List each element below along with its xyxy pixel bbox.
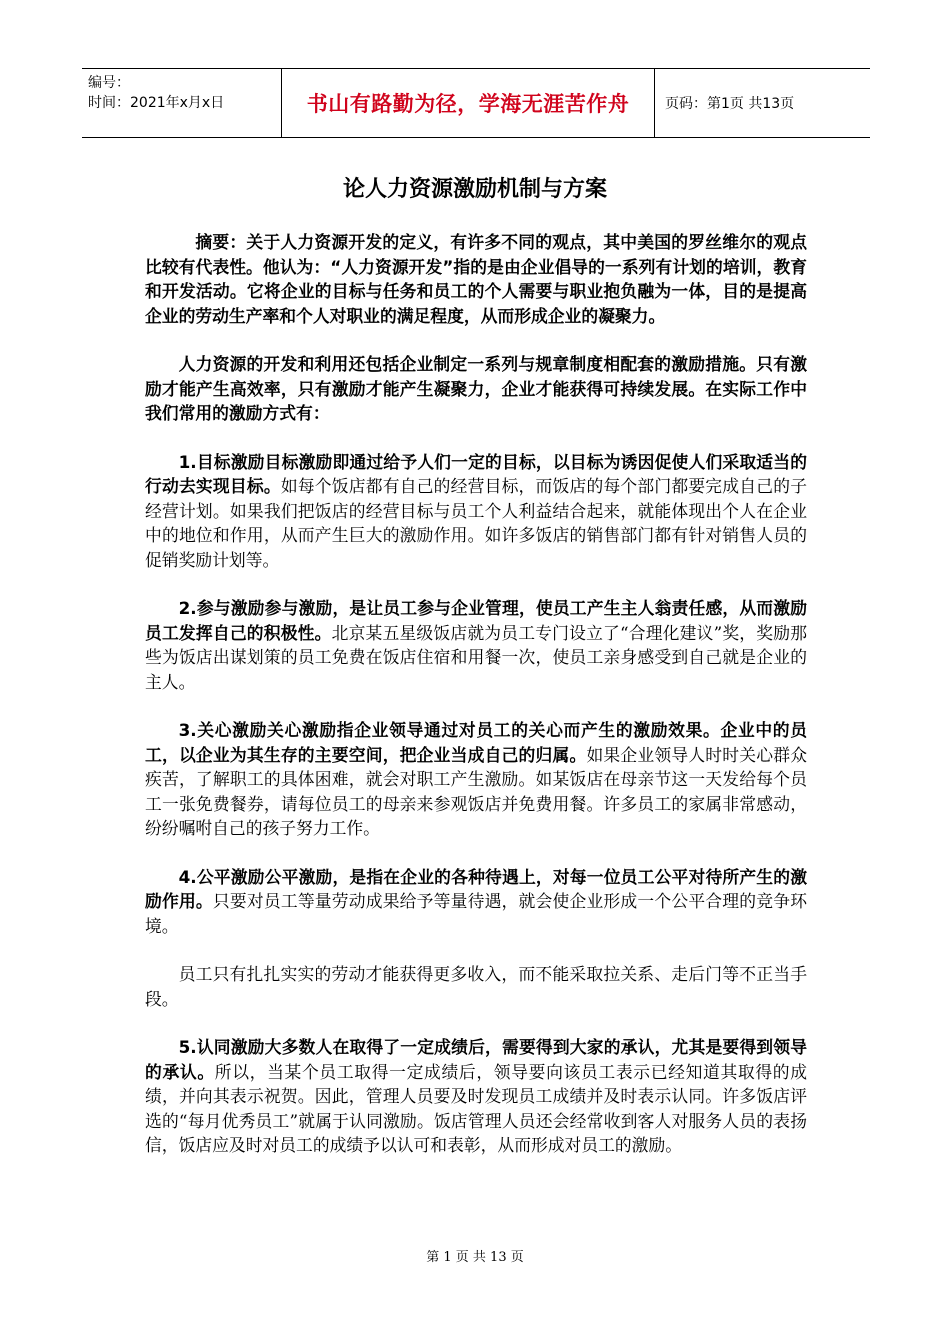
item-text: 北京某五星级饭店就为员工专门设立了“合理化建议”奖，奖励那些为饭店出谋划策的员工免费在饭店住宿和用餐一次，使员工亲身感受到自己就是企业的主人。 — [145, 622, 807, 692]
item-paragraph — [145, 596, 807, 694]
item-paragraph — [145, 718, 807, 841]
number-label: 编号： — [88, 75, 130, 91]
item-heading: 1.目标激励目标激励即通过给予人们一定的目标，以目标为诱因促使人们采取适当的行动去实现目标。 — [145, 451, 807, 496]
header-table — [82, 68, 870, 138]
item-text: 员工只有扎扎实实的劳动才能获得更多收入，而不能采取拉关系、走后门等不正当手段。 — [145, 964, 807, 1009]
item-paragraph — [145, 865, 807, 939]
intro-paragraph: 人力资源的开发和利用还包括企业制定一系列与规章制度相配套的激励措施。只有激励才能产生高效率，只有激励才能产生凝聚力，企业才能获得可持续发展。在实际工作中我们常用的激励方式有： — [145, 354, 807, 423]
header-meta — [82, 69, 282, 137]
item-heading: 3.关心激励关心激励指企业领导通过对员工的关心而产生的激励效果。企业中的员工，以企业为其生存的主要空间，把企业当成自己的归属。 — [145, 720, 807, 765]
item-text: 如果企业领导人时时关心群众疾苦，了解职工的具体困难，就会对职工产生激励。如某饭店在母亲节这一天发给每个员工一张免费餐券，请每位员工的母亲来参观饭店并免费用餐。许多员工的家属非常感动，纷纷嘱咐自己的孩子努力工作。 — [145, 744, 807, 838]
document-title: 论人力资源激励机制与方案 — [342, 177, 607, 202]
abstract-paragraph: 摘要：关于人力资源开发的定义，有许多不同的观点，其中美国的罗丝维尔的观点比较有代表性。他认为：“人力资源开发”指的是由企业倡导的一系列有计划的培训，教育和开发活动。它将企业的目标与任务和员工的个人需要与职业抱负融为一体，目的是提高企业的劳动生产率和个人对职业的满足程度，从而形成企业的凝聚力。 — [145, 232, 807, 326]
item-paragraph — [145, 1035, 807, 1158]
item-paragraph — [145, 450, 807, 573]
item-text: 所以，当某个员工取得一定成绩后，领导要向该员工表示已经知道其取得的成绩，并向其表示祝贺。因此，管理人员要及时发现员工成绩并及时表示认同。许多饭店评选的“每月优秀员工”就属于认同激励。饭店管理人员还会经常收到客人对服务人员的表扬信，饭店应及时对员工的成绩予以认可和表彰，从而形成对员工的激励。 — [145, 1061, 807, 1155]
motto: 书山有路勤为径，学海无涯苦作舟 — [282, 69, 655, 137]
document-body — [145, 230, 807, 1182]
page-info: 页码：第1页 共13页 — [665, 96, 795, 112]
item-heading: 2.参与激励参与激励，是让员工参与企业管理，使员工产生主人翁责任感，从而激励员工发挥自己的积极性。 — [145, 598, 807, 643]
item-text: 如每个饭店都有自己的经营目标，而饭店的每个部门都要完成自己的子经营计划。如果我们把饭店的经营目标与员工个人利益结合起来，就能体现出个人在企业中的地位和作用，从而产生巨大的激励作用。如许多饭店的销售部门都有针对销售人员的促销奖励计划等。 — [145, 476, 807, 570]
item-heading: 4.公平激励公平激励，是指在企业的各种待遇上，对每一位员工公平对待所产生的激励作用。 — [145, 866, 807, 911]
item-text: 只要对员工等量劳动成果给予等量待遇，就会使企业形成一个公平合理的竞争环境。 — [145, 891, 807, 936]
time-label: 时间：2021年x月x日 — [88, 95, 225, 111]
item-paragraph — [145, 962, 807, 1011]
item-heading: 5.认同激励大多数人在取得了一定成绩后，需要得到大家的承认，尤其是要得到领导的承认。 — [145, 1037, 807, 1082]
page-footer: 第 1 页 共 13 页 — [426, 1250, 524, 1265]
